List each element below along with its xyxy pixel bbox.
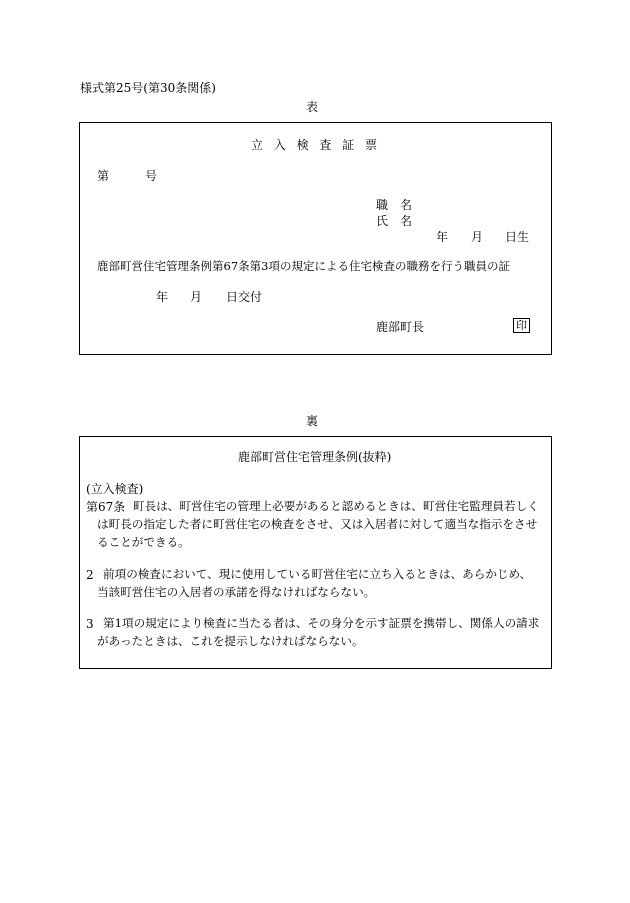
front-side-label: 表 [306, 100, 319, 114]
front-title: 立入検査証票 [251, 138, 388, 152]
issued-year-label: 年 [156, 290, 169, 304]
issued-day-label: 日交付 [226, 290, 263, 304]
paragraph-3-number: 3 [86, 617, 94, 631]
paragraph-3-line-2: があったときは、これを提示しなければならない。 [97, 634, 364, 648]
paragraph-2-line-2: 当該町営住宅の入居者の承諾を得なければならない。 [97, 585, 376, 599]
issuer: 鹿部町長 [376, 320, 425, 334]
form-id: 様式第25号(第30条関係) [80, 81, 216, 95]
shimei-label: 氏 名 [376, 214, 413, 228]
number-suffix: 号 [145, 169, 158, 183]
article-heading: (立入検査) [86, 482, 144, 496]
back-side-label: 裏 [306, 414, 319, 428]
article-line-2: は町長の指定した者に町営住宅の検査をさせ、又は入居者に対して適当な指示をさせ [97, 517, 538, 531]
article-number: 第67条 [86, 500, 126, 514]
paragraph-2-number: 2 [86, 568, 94, 582]
birth-month-label: 月 [471, 230, 484, 244]
back-title: 鹿部町営住宅管理条例(抜粋) [238, 450, 392, 464]
number-prefix: 第 [97, 169, 110, 183]
article-line-1: 町長は、町営住宅の管理上必要があると認めるときは、町営住宅監理員若しく [133, 499, 539, 513]
paragraph-2-line-1: 前項の検査において、現に使用している町営住宅に立ち入るときは、あらかじめ、 [103, 567, 532, 581]
article-line-3: ることができる。 [97, 535, 190, 549]
birth-year-label: 年 [436, 230, 449, 244]
seal-mark: 印 [513, 318, 530, 333]
statement: 鹿部町営住宅管理条例第67条第3項の規定による住宅検査の職務を行う職員の証 [97, 259, 510, 273]
paragraph-3-line-1: 第1項の規定により検査に当たる者は、その身分を示す証票を携帯し、関係人の請求 [103, 616, 540, 630]
shoku-label: 職 名 [376, 198, 413, 212]
birth-day-label: 日生 [505, 230, 530, 244]
issued-month-label: 月 [190, 290, 203, 304]
